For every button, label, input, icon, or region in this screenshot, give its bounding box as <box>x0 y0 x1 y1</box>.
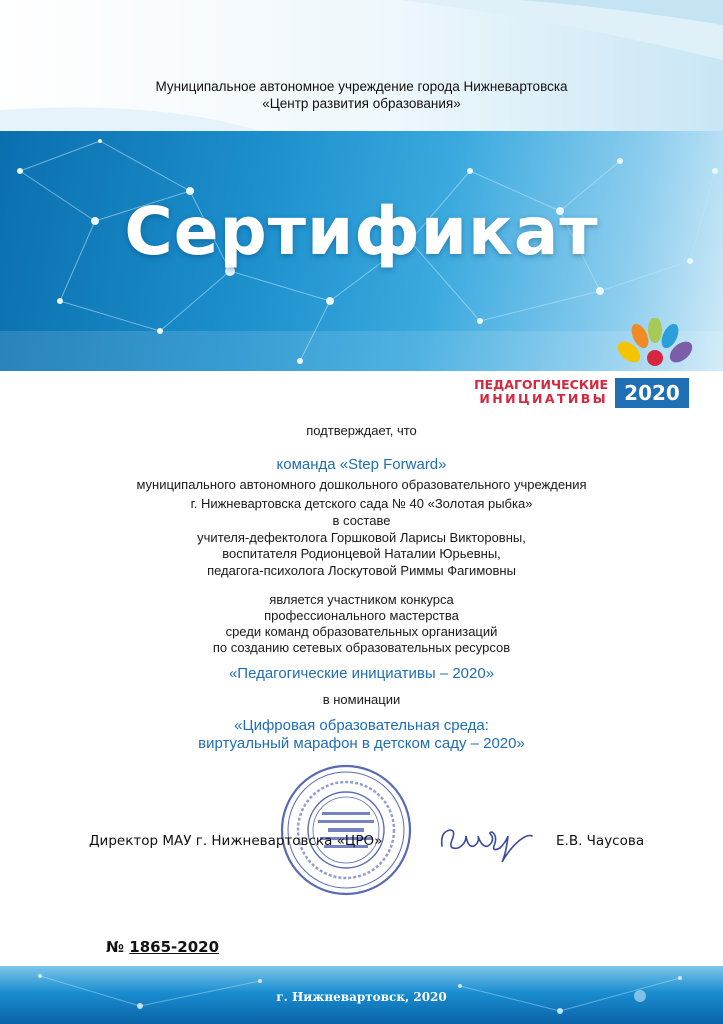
institution-line-2: г. Нижневартовска детского сада № 40 «Золотая рыбка» <box>190 496 533 511</box>
number-prefix: № <box>106 938 125 956</box>
director-label: Директор МАУ г. Нижневартовска «ЦРО» <box>89 833 383 849</box>
official-stamp-icon <box>278 762 414 898</box>
participation-line-2: профессионального мастерства <box>264 608 459 623</box>
confirms-text: подтверждает, что <box>306 423 417 438</box>
contest-name: «Педагогические инициативы – 2020» <box>228 665 495 682</box>
number-value: 1865-2020 <box>129 938 220 956</box>
nomination-line-2: виртуальный марафон в детском саду – 2020» <box>198 735 525 752</box>
member-2: воспитателя Родионцевой Наталии Юрьевны, <box>222 546 501 561</box>
nomination-line-1: «Цифровая образовательная среда: <box>234 717 489 734</box>
participation-line-4: по созданию сетевых образовательных ресурсов <box>212 640 511 655</box>
participation-line-1: является участником конкурса <box>269 592 454 607</box>
director-name: Е.В. Чаусова <box>556 833 645 849</box>
certificate-number <box>106 938 219 956</box>
member-1: учителя-дефектолога Горшковой Ларисы Викторовны, <box>197 530 526 545</box>
logo-petals-icon <box>615 318 695 373</box>
nomination-label: в номинации <box>322 692 401 707</box>
composition-label: в составе <box>332 513 391 528</box>
team-name: команда «Step Forward» <box>276 456 447 473</box>
member-3: педагога-психолога Лоскутовой Риммы Фагимовны <box>207 563 516 578</box>
participation-line-3: среди команд образовательных организаций <box>225 624 498 639</box>
logo-year: 2020 <box>615 378 689 408</box>
organization-header <box>0 78 723 112</box>
logo-text-line-2: ИНИЦИАТИВЫ <box>479 391 608 406</box>
institution-line-1: муниципального автономного дошкольного образовательного учреждения <box>136 477 587 492</box>
handwritten-signature-icon <box>436 818 536 866</box>
logo-text-line-1: ПЕДАГОГИЧЕСКИЕ <box>474 377 608 392</box>
pedagogical-initiatives-logo <box>455 318 705 413</box>
logo-text <box>463 378 608 406</box>
org-line-2: «Центр развития образования» <box>262 96 461 111</box>
signature-row <box>0 833 723 857</box>
org-line-1: Муниципальное автономное учреждение города Нижневартовска <box>155 79 568 94</box>
certificate-title: Сертификат <box>124 193 599 270</box>
footer-city-year: г. Нижневартовск, 2020 <box>276 990 447 1004</box>
